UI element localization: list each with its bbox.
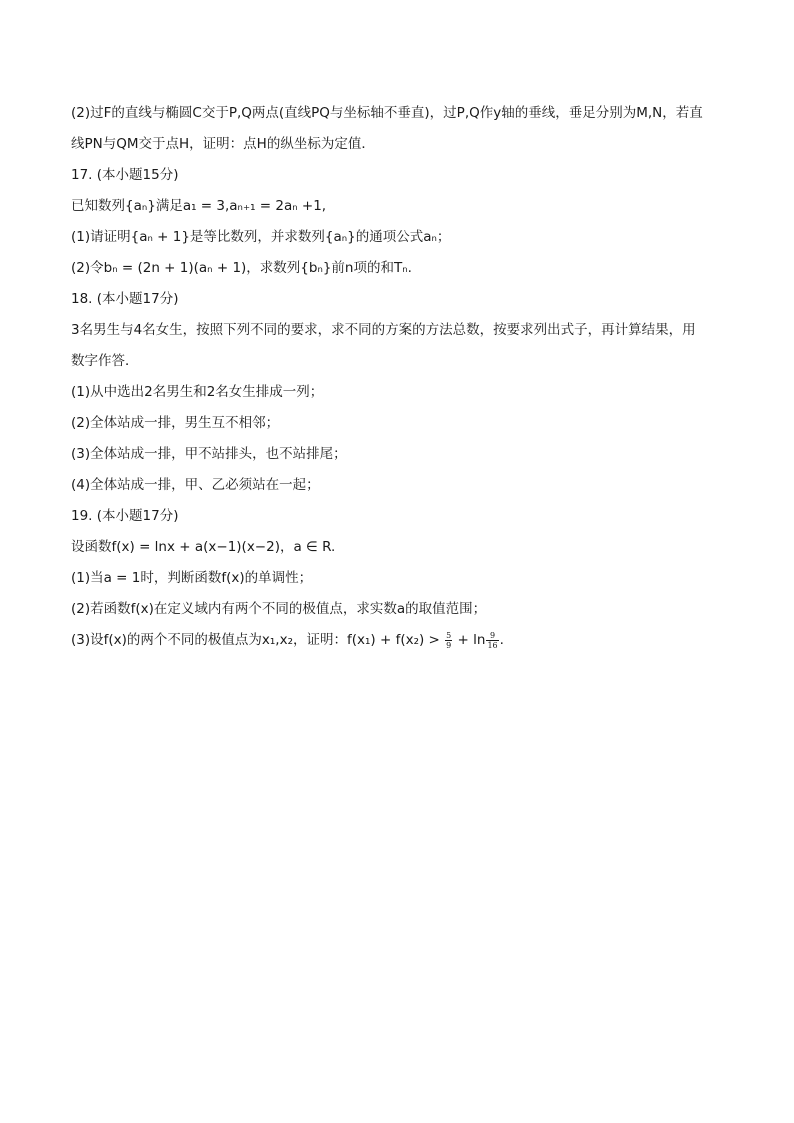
- q18-stem-line2: 数字作答．: [71, 353, 139, 369]
- fraction-denominator: 16: [487, 640, 498, 650]
- fraction-numerator: 5: [446, 630, 452, 640]
- q19-part1: (1)当a = 1时，判断函数f(x)的单调性；: [71, 570, 313, 586]
- q16-part2-line1: (2)过F的直线与椭圆C交于P,Q两点(直线PQ与坐标轴不垂直)，过P,Q作y轴的垂线，垂足分别为M,N，若直: [71, 105, 703, 121]
- fraction-5-9: [445, 631, 452, 650]
- q19-part2: (2)若函数f(x)在定义域内有两个不同的极值点，求实数a的取值范围；: [71, 601, 487, 617]
- q19-part3: [71, 625, 723, 656]
- fraction-9-16: [486, 631, 498, 650]
- q19-part3-ln: + ln: [453, 632, 486, 648]
- fraction-denominator: 9: [446, 640, 452, 650]
- q17-heading: 17. (本小题15分): [71, 167, 179, 183]
- q18-part3: (3)全体站成一排，甲不站排头，也不站排尾；: [71, 446, 347, 462]
- fraction-numerator: 9: [486, 631, 498, 641]
- q16-part2-line2: 线PN与QM交于点H，证明：点H的纵坐标为定值．: [71, 136, 375, 152]
- q18-stem-line1: 3名男生与4名女生，按照下列不同的要求，求不同的方案的方法总数，按要求列出式子，再计算结果，用: [71, 322, 696, 338]
- q18-heading: 18. (本小题17分): [71, 291, 179, 307]
- q19-part3-prefix: (3)设f(x)的两个不同的极值点为x₁,x₂，证明：f(x₁) + f(x₂) >: [71, 632, 445, 648]
- q17-part1: (1)请证明{aₙ + 1}是等比数列，并求数列{aₙ}的通项公式aₙ；: [71, 229, 451, 245]
- q19-stem: 设函数f(x) = lnx + a(x−1)(x−2)，a ∈ R.: [71, 539, 336, 555]
- q19-part3-suffix: .: [499, 632, 504, 648]
- q18-part2: (2)全体站成一排，男生互不相邻；: [71, 415, 280, 431]
- q19-heading: 19. (本小题17分): [71, 508, 179, 524]
- q18-part1: (1)从中选出2名男生和2名女生排成一列；: [71, 384, 324, 400]
- q17-part2: (2)令bₙ = (2n + 1)(aₙ + 1)，求数列{bₙ}前n项的和Tₙ.: [71, 260, 412, 276]
- q18-part4: (4)全体站成一排，甲、乙必须站在一起；: [71, 477, 320, 493]
- document-page: [71, 98, 723, 656]
- q17-stem: 已知数列{aₙ}满足a₁ = 3,aₙ₊₁ = 2aₙ +1,: [71, 198, 327, 214]
